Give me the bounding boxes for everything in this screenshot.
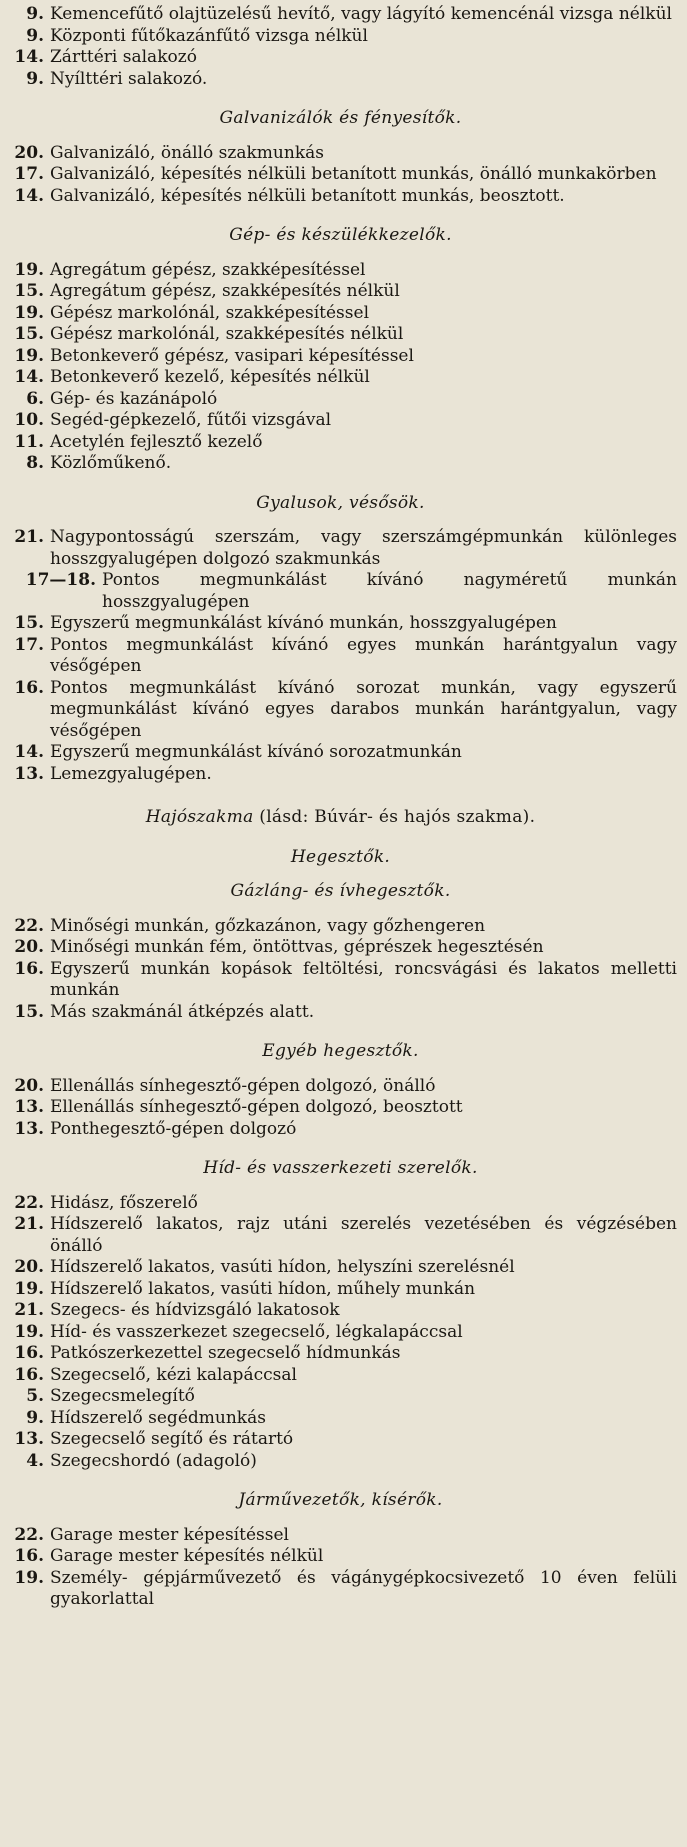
- list-item: [4, 47, 677, 69]
- job-description: Lemezgyalugépen.: [50, 763, 212, 784]
- list-item: [4, 635, 677, 678]
- job-description: Pontos megmunkálást kívánó egyes munkán harántgyalun vagy vésőgépen: [50, 634, 677, 676]
- list-item: [4, 916, 677, 938]
- list-item: [4, 1322, 677, 1344]
- job-description: Agregátum gépész, szakképesítés nélkül: [50, 281, 400, 301]
- job-description: Nyílttéri salakozó.: [50, 68, 208, 89]
- list-item: [4, 143, 677, 165]
- section-heading: Gázláng- és ívhegesztők.: [230, 881, 451, 901]
- section-heading: Galvanizálók és fényesítők.: [219, 108, 462, 128]
- wage-grade-number: 16.: [14, 1546, 44, 1566]
- job-description: Hídszerelő segédmunkás: [50, 1407, 266, 1428]
- section-heading: Egyéb hegesztők.: [262, 1041, 419, 1061]
- job-description: Hídszerelő lakatos, vasúti hídon, műhely munkán: [50, 1278, 476, 1299]
- job-description: Galvanizáló, képesítés nélküli betanított munkás, beosztott.: [50, 185, 565, 206]
- list-item: [4, 1214, 677, 1257]
- list-item: [4, 26, 677, 48]
- list-item: [4, 937, 677, 959]
- section-heading: Hegesztők.: [290, 846, 391, 867]
- job-description: Zárttéri salakozó: [50, 47, 197, 67]
- list-item: [4, 1429, 677, 1451]
- wage-grade-number: 19.: [14, 1567, 44, 1588]
- job-description: Minőségi munkán fém, öntöttvas, géprészek hegesztésén: [50, 937, 544, 957]
- wage-grade-number: 11.: [14, 431, 44, 452]
- job-description: Betonkeverő gépész, vasipari képesítéssel: [50, 345, 414, 366]
- wage-grade-number: 16.: [14, 677, 44, 698]
- wage-grade-number: 16.: [14, 1364, 44, 1385]
- list-item: [4, 613, 677, 635]
- job-description: Szegecselő, kézi kalapáccsal: [50, 1364, 297, 1385]
- job-description: Betonkeverő kezelő, képesítés nélkül: [50, 367, 370, 387]
- job-description: Hídszerelő lakatos, vasúti hídon, helyszíni szerelésnél: [50, 1257, 515, 1277]
- list-item: [4, 69, 677, 91]
- wage-grade-number: 15.: [14, 1001, 44, 1022]
- list-item: [4, 389, 677, 411]
- wage-grade-number: 17.: [14, 634, 44, 655]
- job-description: Acetylén fejlesztő kezelő: [50, 431, 263, 452]
- job-description: Híd- és vasszerkezet szegecselő, légkalapáccsal: [50, 1321, 463, 1342]
- list-item: [4, 1365, 677, 1387]
- wage-grade-number: 13.: [14, 1118, 44, 1139]
- wage-grade-number: 9.: [26, 25, 44, 46]
- list-item: [4, 260, 677, 282]
- wage-grade-number: 13.: [14, 1429, 44, 1449]
- job-description: Egyszerű megmunkálást kívánó munkán, hosszgyalugépen: [50, 613, 557, 633]
- cross-reference: [4, 807, 677, 829]
- cross-reference-text: (lásd: Búvár- és hajós szakma).: [253, 807, 536, 827]
- job-description: Szegecshordó (adagoló): [50, 1450, 257, 1471]
- job-description: Szegecselő segítő és rátartó: [50, 1429, 294, 1449]
- job-description: Galvanizáló, önálló szakmunkás: [50, 142, 324, 163]
- wage-grade-number: 15.: [14, 613, 44, 633]
- job-description: Patkószerkezettel szegecselő hídmunkás: [50, 1343, 401, 1363]
- list-item: [4, 1408, 677, 1430]
- wage-grade-number: 8.: [26, 453, 44, 473]
- list-item: [4, 1386, 677, 1408]
- list-item: [4, 1546, 677, 1568]
- job-description: Gépész markolónál, szakképesítéssel: [50, 302, 370, 323]
- list-item: [4, 1097, 677, 1119]
- job-description: Kemencefűtő olajtüzelésű hevítő, vagy lágyító kemencénál vizsga nélkül: [50, 4, 672, 24]
- job-description: Ellenállás sínhegesztő-gépen dolgozó, beosztott: [50, 1097, 463, 1117]
- job-description: Minőségi munkán, gőzkazánon, vagy gőzhengeren: [50, 915, 486, 936]
- wage-grade-number: 15.: [14, 281, 44, 301]
- job-description: Agregátum gépész, szakképesítéssel: [50, 259, 366, 280]
- list-item: [4, 570, 677, 613]
- job-description: Gépész markolónál, szakképesítés nélkül: [50, 324, 404, 344]
- job-description: Ponthegesztő-gépen dolgozó: [50, 1118, 297, 1139]
- job-description: Személy- gépjárművezető és vágánygépkocsivezető 10 éven felüli gyakorlattal: [50, 1567, 677, 1609]
- wage-grade-number: 13.: [14, 763, 44, 784]
- wage-grade-number: 10.: [14, 410, 44, 430]
- wage-grade-number: 20.: [14, 937, 44, 957]
- list-item: [4, 346, 677, 368]
- job-description: Galvanizáló, képesítés nélküli betanított munkás, önálló munkakörben: [50, 164, 657, 184]
- wage-grade-number: 9.: [26, 68, 44, 89]
- section-heading: Gép- és készülékkezelők.: [229, 225, 452, 245]
- list-item: [4, 1119, 677, 1141]
- wage-grade-number: 13.: [14, 1097, 44, 1117]
- job-description: Segéd-gépkezelő, fűtői vizsgával: [50, 410, 332, 430]
- list-item: [4, 1343, 677, 1365]
- list-item: [4, 186, 677, 208]
- list-item: [4, 1002, 677, 1024]
- list-item: [4, 1451, 677, 1473]
- job-description: Szegecs- és hídvizsgáló lakatosok: [50, 1300, 340, 1320]
- job-description: Közlőműkenő.: [50, 453, 172, 473]
- list-item: [4, 164, 677, 186]
- wage-grade-number: 19.: [14, 1278, 44, 1299]
- cross-reference-term: Hajószakma: [145, 807, 254, 827]
- job-description: Nagypontosságú szerszám, vagy szerszámgépmunkán különleges hosszgyalugépen dolgozó szakmunkás: [50, 527, 677, 569]
- list-item: [4, 959, 677, 1002]
- wage-grade-number: 15.: [14, 324, 44, 344]
- list-item: [4, 678, 677, 743]
- list-item: [4, 764, 677, 786]
- wage-grade-number: 14.: [14, 367, 44, 387]
- wage-grade-number: 5.: [26, 1386, 44, 1406]
- job-description: Hidász, főszerelő: [50, 1192, 198, 1213]
- wage-grade-number: 17—18.: [25, 570, 96, 590]
- list-item: [4, 324, 677, 346]
- job-description: Pontos megmunkálást kívánó nagyméretű munkán hosszgyalugépen: [102, 570, 677, 612]
- list-item: [4, 303, 677, 325]
- wage-grade-number: 6.: [26, 388, 44, 409]
- wage-grade-number: 9.: [26, 1407, 44, 1428]
- wage-grade-number: 17.: [14, 164, 44, 184]
- list-item: [4, 1279, 677, 1301]
- wage-grade-number: 19.: [14, 345, 44, 366]
- job-description: Szegecsmelegítő: [50, 1386, 195, 1406]
- list-item: [4, 1257, 677, 1279]
- wage-grade-number: 21.: [14, 1214, 44, 1234]
- list-item: [4, 281, 677, 303]
- list-item: [4, 367, 677, 389]
- wage-grade-number: 14.: [14, 47, 44, 67]
- wage-grade-number: 14.: [14, 742, 44, 762]
- wage-grade-number: 4.: [26, 1450, 44, 1471]
- list-item: [4, 410, 677, 432]
- wage-grade-number: 20.: [14, 142, 44, 163]
- wage-grade-number: 16.: [14, 958, 44, 979]
- job-description: Hídszerelő lakatos, rajz utáni szerelés vezetésében és végzésében önálló: [50, 1214, 677, 1256]
- wage-grade-number: 21.: [14, 1300, 44, 1320]
- section-heading: Járművezetők, kísérők.: [238, 1490, 443, 1510]
- job-description: Pontos megmunkálást kívánó sorozat munkán, vagy egyszerű megmunkálást kívánó egyes darabos munkán harántgyalun, vagy vésőgépen: [50, 677, 677, 741]
- wage-grade-number: 9.: [26, 4, 44, 24]
- job-description: Más szakmánál átképzés alatt.: [50, 1001, 315, 1022]
- section-heading: Híd- és vasszerkezeti szerelők.: [203, 1158, 478, 1178]
- list-item: [4, 1525, 677, 1547]
- list-item: [4, 1076, 677, 1098]
- list-item: [4, 453, 677, 475]
- job-description: Egyszerű megmunkálást kívánó sorozatmunkán: [50, 742, 462, 762]
- wage-grade-number: 22.: [14, 915, 44, 936]
- wage-grade-number: 19.: [14, 1321, 44, 1342]
- job-description: Gép- és kazánápoló: [50, 388, 218, 409]
- list-item: [4, 527, 677, 570]
- wage-grade-number: 21.: [14, 527, 44, 547]
- wage-grade-number: 16.: [14, 1343, 44, 1363]
- list-item: [4, 432, 677, 454]
- wage-grade-number: 20.: [14, 1257, 44, 1277]
- wage-grade-number: 22.: [14, 1192, 44, 1213]
- list-item: [4, 1568, 677, 1611]
- wage-grade-number: 19.: [14, 302, 44, 323]
- job-description: Központi fűtőkazánfűtő vizsga nélkül: [50, 25, 368, 46]
- list-item: [4, 1300, 677, 1322]
- wage-grade-number: 19.: [14, 259, 44, 280]
- section-heading: Gyalusok, vésősök.: [256, 492, 425, 513]
- list-item: [4, 1193, 677, 1215]
- list-item: [4, 4, 677, 26]
- job-description: Ellenállás sínhegesztő-gépen dolgozó, önálló: [50, 1075, 436, 1096]
- job-description: Garage mester képesítéssel: [50, 1524, 289, 1545]
- job-description: Egyszerű munkán kopások feltöltési, roncsvágási és lakatos melletti munkán: [50, 958, 677, 1000]
- wage-grade-number: 14.: [14, 185, 44, 206]
- wage-grade-number: 20.: [14, 1075, 44, 1096]
- job-description: Garage mester képesítés nélkül: [50, 1546, 324, 1566]
- list-item: [4, 742, 677, 764]
- wage-grade-number: 22.: [14, 1524, 44, 1545]
